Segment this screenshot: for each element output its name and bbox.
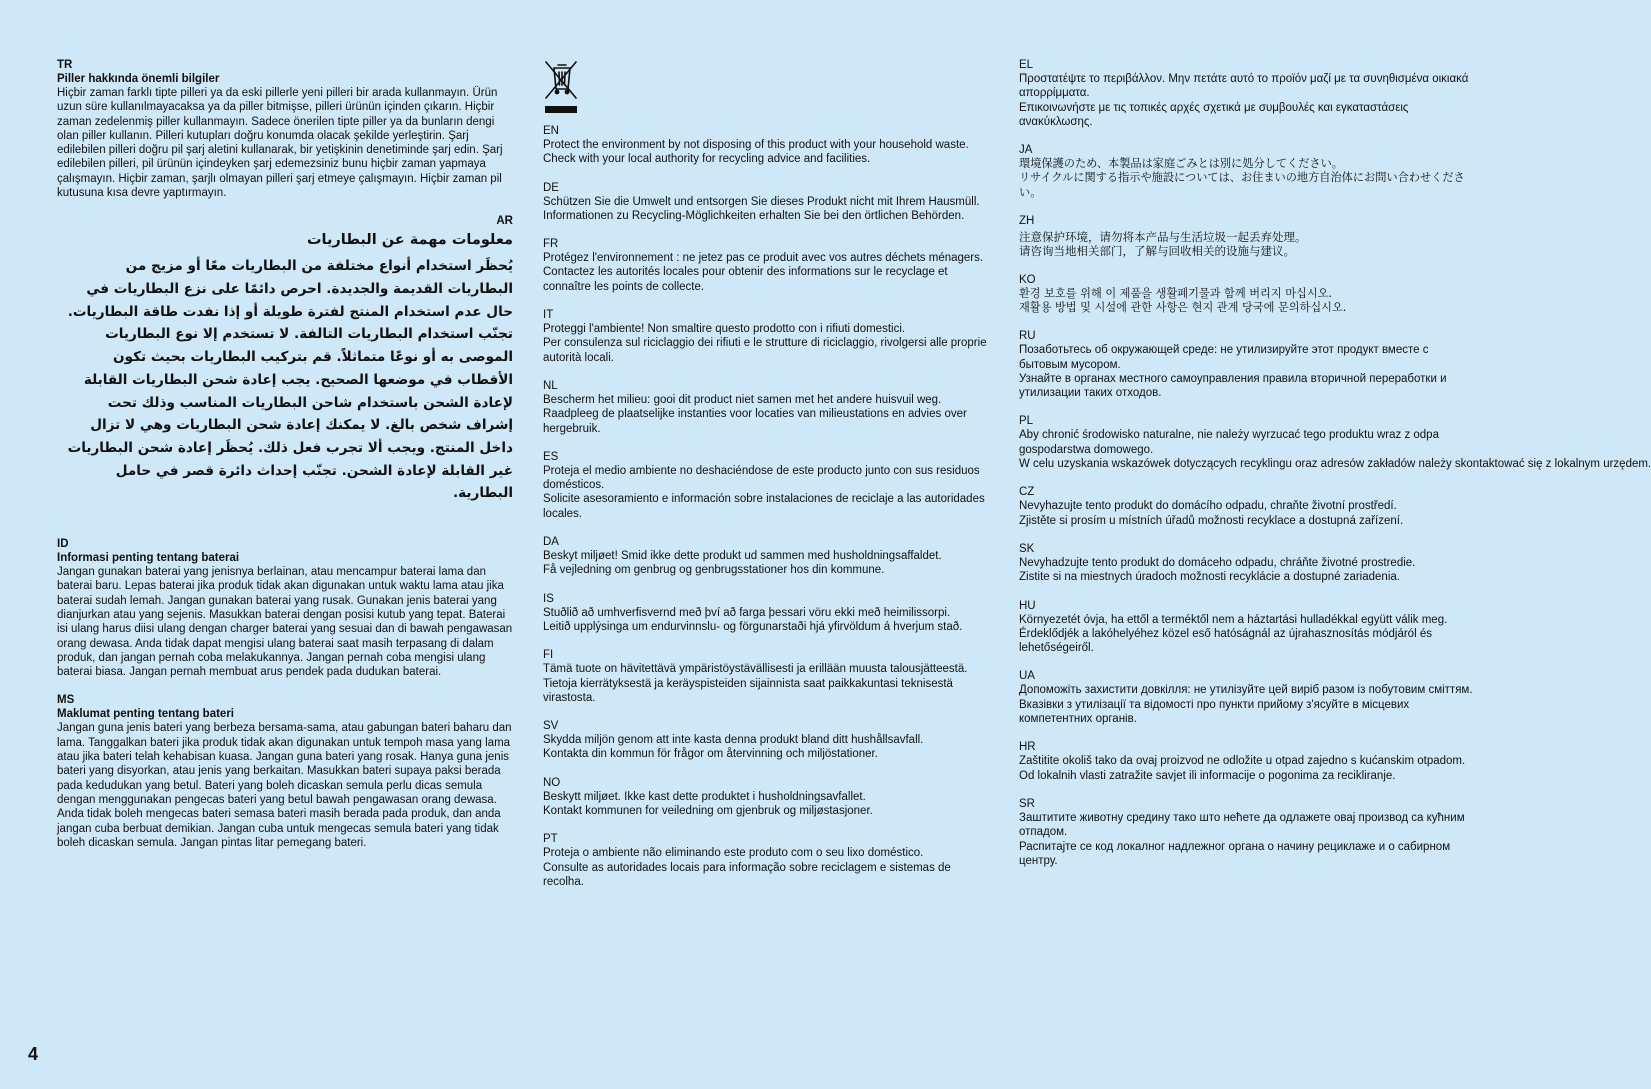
recycling-text-line: Per consulenza sul riciclaggio dei rifiuti e le strutture di riciclaggio, rivolgersi alle proprie autorità locali.	[543, 337, 987, 364]
recycling-text-line: Consulte as autoridades locais para informação sobre reciclagem e sistemas de recolha.	[543, 861, 951, 888]
battery-text-tr: Hiçbir zaman farklı tipte pilleri ya da eski pillerle yeni pilleri bir arada kullanmayın. Ürün uzun süre kullanılmayacaksa ya da piller bitmişse, pilleri ürünün içinden çıkarın. Hiçbir zaman zedelenmiş piller kullanmayın. Sadece önerilen tipte piller ya da bunların dengi olan piller kullanın. Pilleri kutupları doğru konumda olacak şekilde yerleştirin. Şarj edilebilen pilleri doğru pil şarj aletini kullanarak, bir yetişkinin denetiminde şarj edin. Şarj edilebilen pilleri, pil ürünün içindeyken şarj edemezsiniz bunu hiçbir zaman yapmaya çalışmayın. Hiçbir zaman, şarjlı olmayan pilleri şarj etmeye çalışmayın. Hiçbir zaman pil kutusuna kısa devre yaptırmayın.	[57, 87, 503, 200]
language-code-tr: TR	[57, 59, 73, 71]
battery-title-tr: Piller hakkında önemli bilgiler	[57, 73, 220, 85]
recycling-section-en	[543, 124, 993, 167]
language-code-sv: SV	[543, 720, 559, 733]
language-code-cz: CZ	[1019, 486, 1035, 499]
language-code-fi: FI	[543, 649, 554, 662]
recycling-text-line: Zjistěte si prosím u místních úřadů možnosti recyklace a dostupná zařízení.	[1019, 514, 1404, 527]
language-code-en: EN	[543, 125, 559, 137]
language-code-ja: JA	[1019, 144, 1033, 157]
recycling-section-it	[543, 308, 993, 365]
recycling-section-zh	[1019, 214, 1473, 259]
language-code-de: DE	[543, 181, 559, 194]
recycling-text-line: Узнайте в органах местного самоуправления правила вторичной переработки и утилизации таких отходов.	[1019, 372, 1447, 400]
recycling-text-line: 请咨询当地相关部门，了解与回收相关的设施与建议。	[1019, 244, 1295, 259]
recycling-text-line: Допоможіть захистити довкілля: не утилізуйте цей виріб разом із побутовим сміттям.	[1019, 684, 1473, 697]
recycling-section-pt	[543, 832, 993, 889]
recycling-text-line: Raadpleeg de plaatselijke instanties voor locaties van milieustations en advies over hergebruik.	[543, 408, 967, 435]
recycling-text-line: Leitið upplýsinga um endurvinnslu- og förgunarstaði hjá yfirvöldum á hverjum stað.	[543, 620, 963, 633]
recycling-text-line: Informationen zu Recycling-Möglichkeiten erhalten Sie bei den örtlichen Behörden.	[543, 209, 965, 222]
language-code-pt: PT	[543, 833, 558, 846]
battery-text-ar: يُحظَر استخدام أنواع مختلفة من البطاريات معًا أو مزيج من البطاريات القديمة والجديدة. احرص دائمًا على نزع البطاريات في حال عدم استخدام المنتج لفترة طويلة أو إذا نفدت طاقة البطاريات. تجنّب استخدام البطاريات التالفة. لا تستخدم إلا نوع البطاريات الموصى به أو نوعًا متماثلاً. قم بتركيب البطاريات بحيث تكون الأقطاب في موضعها الصحيح. يجب إعادة شحن البطاريات القابلة لإعادة الشحن باستخدام شاحن البطاريات المناسب وذلك تحت إشراف شخص بالغ. لا يمكنك إعادة شحن البطاريات وهي لا تزال داخل المنتج. ويجب ألا تجرب فعل ذلك. يُحظَر إعادة شحن البطاريات غير القابلة لإعادة الشحن. تجنّب إحداث دائرة قصر في حامل البطارية.	[67, 258, 513, 502]
recycling-section-nl	[543, 379, 993, 436]
recycling-text-line: Proteja el medio ambiente no deshaciéndose de este producto junto con sus residuos domésticos.	[543, 464, 980, 492]
recycling-section-es	[543, 450, 993, 521]
battery-title-id: Informasi penting tentang baterai	[57, 552, 240, 565]
recycling-section-ru	[1019, 329, 1473, 400]
recycling-text-line: W celu uzyskania wskazówek dotyczących recyklingu oraz adresów zakładów należy skontaktować się z lokalnym urzędem.	[1019, 458, 1651, 471]
recycling-text-line: Заштитите животну средину тако што нећете да одлажете овај производ са кућним отпадом.	[1019, 811, 1465, 839]
recycling-text-line: Kontakta din kommun för frågor om återvinning och miljöstationer.	[543, 748, 878, 761]
recycling-text-line: Bescherm het milieu: gooi dit product niet samen met het andere huisvuil weg.	[543, 393, 942, 406]
language-code-hu: HU	[1019, 599, 1036, 612]
recycling-text-line: Schützen Sie die Umwelt und entsorgen Sie dieses Produkt nicht mit Ihrem Hausmüll.	[543, 195, 980, 208]
recycling-text-line: 注意保护环境，请勿将本产品与生活垃圾一起丢弃处理。	[1019, 230, 1307, 245]
recycling-section-el	[1019, 58, 1473, 129]
recycling-text-line: Aby chronić środowisko naturalne, nie należy wyrzucać tego produktu wraz z odpa	[1019, 429, 1439, 442]
language-code-el: EL	[1019, 59, 1034, 71]
recycling-text-line: 재활용 방법 및 시설에 관한 사항은 현지 관계 당국에 문의하십시오.	[1019, 300, 1347, 314]
language-code-it: IT	[543, 309, 554, 322]
recycling-section-pl	[1019, 414, 1651, 471]
recycling-section-ua	[1019, 669, 1473, 726]
recycling-section-ko	[1019, 273, 1473, 316]
recycling-text-line: 환경 보호를 위해 이 제품을 생활폐기물과 함께 버리지 마십시오.	[1019, 286, 1332, 300]
battery-section-tr	[57, 58, 513, 200]
recycling-text-line: Protégez l'environnement : ne jetez pas ce produit avec vos autres déchets ménagers.	[543, 252, 984, 265]
recycling-section-hr	[1019, 740, 1473, 783]
language-code-nl: NL	[543, 379, 558, 392]
language-code-ko: KO	[1019, 273, 1036, 286]
language-code-zh: ZH	[1019, 215, 1035, 228]
recycling-text-line: Érdeklődjék a lakóhelyéhez közel eső hatóságnál az újrahasznosítás módjáról és lehetőségeiről.	[1019, 627, 1432, 655]
recycling-text-line: Stuðlið að umhverfisvernd með því að farga þessari vöru ekki með heimilissorpi.	[543, 606, 951, 619]
recycling-text-line: Kontakt kommunen for veiledning om gjenbruk og miljøstasjoner.	[543, 805, 873, 818]
recycling-text-line: Вказівки з утилізації та відомості про пункти прийому з'ясуйте в місцевих компетентних органів.	[1019, 698, 1410, 726]
battery-info-column	[57, 58, 513, 850]
recycling-text-line: Od lokalnih vlasti zatražite savjet ili informacije o pogonima za recikliranje.	[1019, 769, 1396, 782]
language-code-fr: FR	[543, 238, 559, 251]
recycling-section-hu	[1019, 599, 1473, 656]
language-code-pl: PL	[1019, 415, 1034, 428]
recycling-text-line: Zaštitite okoliš tako da ovaj proizvod ne odložite u otpad zajedno s kućanskim otpadom.	[1019, 755, 1466, 768]
recycling-text-line: Proteja o ambiente não eliminando este produto com o seu lixo doméstico.	[543, 847, 924, 860]
recycling-text-line: Check with your local authority for recycling advice and facilities.	[543, 153, 871, 166]
recycling-section-cz	[1019, 485, 1473, 528]
recycling-text-line: Προστατέψτε το περιβάλλον. Μην πετάτε αυτό το προϊόν μαζί με τα συνηθισμένα οικιακά απορρίμματα.	[1019, 73, 1469, 100]
recycling-text-line: Contactez les autorités locales pour obtenir des informations sur le recyclage et connaître les points de collecte.	[543, 266, 948, 293]
recycling-text-line: Zistite si na miestnych úradoch možnosti recyklácie a dostupné zariadenia.	[1019, 571, 1400, 584]
language-code-ru: RU	[1019, 330, 1036, 343]
recycling-section-fi	[543, 648, 993, 705]
recycling-text-line: Tämä tuote on hävitettävä ympäristöystävällisesti ja erillään muusta talousjätteestä.	[543, 663, 968, 676]
battery-section-ms	[57, 693, 513, 850]
battery-title-ms: Maklumat penting tentang bateri	[57, 708, 234, 721]
battery-text-id: Jangan gunakan baterai yang jenisnya berlainan, atau mencampur baterai lama dan baterai baru. Lepas baterai jika produk tidak akan digunakan untuk waktu lama atau jika baterai sudah lemah. Jangan gunakan baterai yang rusak. Gunakan jenis baterai yang dianjurkan atau yang sejenis. Masukkan baterai dengan posisi kutub yang tepat. Baterai isi ulang harus diisi ulang dengan charger baterai yang sesuai dan di bawah pengawasan orang dewasa. Anda tidak dapat mengisi ulang baterai saat masih terpasang di dalam produk, dan jangan pernah coba melakukannya. Jangan pernah coba mengisi ulang baterai biasa. Jangan pernah membuat arus pendek pada dudukan baterai.	[57, 566, 513, 679]
recycling-text-line: Распитајте се код локалног надлежног органа о начину рециклаже и о сабирном центру.	[1019, 840, 1451, 867]
language-code-ar: AR	[496, 215, 513, 228]
recycling-section-fr	[543, 237, 993, 294]
recycling-text-line: リサイクルに関する指示や施設については、お住まいの地方自治体にお問い合わせください。	[1019, 171, 1465, 199]
language-code-id: ID	[57, 538, 69, 551]
recycling-text-line: Nevyhadzujte tento produkt do domáceho odpadu, chráňte životné prostredie.	[1019, 556, 1416, 569]
language-code-ms: MS	[57, 694, 75, 707]
recycling-column-2	[1019, 58, 1651, 882]
recycling-text-line: Tietoja kierrätyksestä ja keräyspisteiden sijainnista saat paikkakuntasi teknisestä virastosta.	[543, 677, 953, 704]
language-code-is: IS	[543, 592, 554, 605]
recycling-text-line: Позаботьтесь об окружающей среде: не утилизируйте этот продукт вместе с бытовым мусором.	[1019, 344, 1429, 371]
language-code-sr: SR	[1019, 797, 1035, 810]
recycling-text-line: gospodarstwa domowego.	[1019, 443, 1154, 456]
recycling-text-line: Nevyhazujte tento produkt do domácího odpadu, chraňte životní prostředí.	[1019, 500, 1397, 513]
language-code-sk: SK	[1019, 542, 1035, 555]
recycling-section-de	[543, 181, 993, 224]
battery-text-ms: Jangan guna jenis bateri yang berbeza bersama-sama, atau gabungan bateri baharu dan lama. Tanggalkan bateri jika produk tidak akan digunakan untuk tempoh masa yang lama atau jika bateri telah kehabisan kuasa. Jangan guna bateri yang rosak. Hanya guna jenis bateri yang disyorkan, atau jenis yang berkaitan. Masukkan bateri supaya paksi berada pada kedudukan yang betul. Bateri yang boleh dicaskan semula perlu dicas semula dengan menggunakan pengecas bateri yang betul bawah pengawasan orang dewasa. Anda tidak boleh mengecas bateri semasa bateri masih berada pada produk, dan anda jangan cuba berbuat demikian. Jangan cuba untuk mengecas semula bateri yang tidak boleh dicaskan semula. Jangan pintas litar pemegang bateri.	[57, 722, 512, 849]
battery-title-ar: معلومات مهمة عن البطاريات	[306, 232, 513, 249]
recycling-text-line: Beskytt miljøet. Ikke kast dette produktet i husholdningsavfallet.	[543, 790, 866, 803]
crossed-out-wheelie-bin-icon	[543, 58, 579, 114]
recycling-section-sk	[1019, 542, 1473, 585]
battery-section-ar	[57, 214, 513, 505]
battery-section-id	[57, 537, 513, 679]
recycling-text-line: Få vejledning om genbrug og genbrugsstationer hos din kommune.	[543, 564, 885, 577]
recycling-section-da	[543, 535, 993, 578]
recycling-section-no	[543, 776, 993, 819]
recycling-column-1	[543, 58, 993, 903]
recycling-text-line: Környezetét óvja, ha ettől a terméktől nem a háztartási hulladékkal együtt válik meg.	[1019, 613, 1448, 626]
recycling-text-line: Proteggi l'ambiente! Non smaltire questo prodotto con i rifiuti domestici.	[543, 323, 906, 336]
language-code-da: DA	[543, 536, 559, 549]
recycling-section-is	[543, 592, 993, 635]
language-code-no: NO	[543, 776, 561, 789]
language-code-es: ES	[543, 450, 559, 463]
recycling-section-sv	[543, 719, 993, 762]
recycling-text-line: Επικοινωνήστε με τις τοπικές αρχές σχετικά με συμβουλές και εγκαταστάσεις ανακύκλωσης.	[1019, 101, 1409, 128]
recycling-section-sr	[1019, 797, 1473, 868]
page-number: 4	[28, 1044, 39, 1064]
language-code-hr: HR	[1019, 741, 1036, 754]
recycling-text-line: Skydda miljön genom att inte kasta denna produkt bland ditt hushållsavfall.	[543, 734, 924, 747]
recycling-text-line: Beskyt miljøet! Smid ikke dette produkt ud sammen med husholdningsaffaldet.	[543, 550, 942, 563]
recycling-text-line: Protect the environment by not disposing of this product with your household waste.	[543, 139, 969, 151]
language-code-ua: UA	[1019, 670, 1035, 683]
recycling-text-line: 環境保護のため、本製品は家庭ごみとは別に処分してください。	[1019, 157, 1343, 171]
recycling-text-line: Solicite asesoramiento e información sobre instalaciones de reciclaje a las autoridades locales.	[543, 493, 985, 520]
recycling-section-ja	[1019, 143, 1473, 200]
